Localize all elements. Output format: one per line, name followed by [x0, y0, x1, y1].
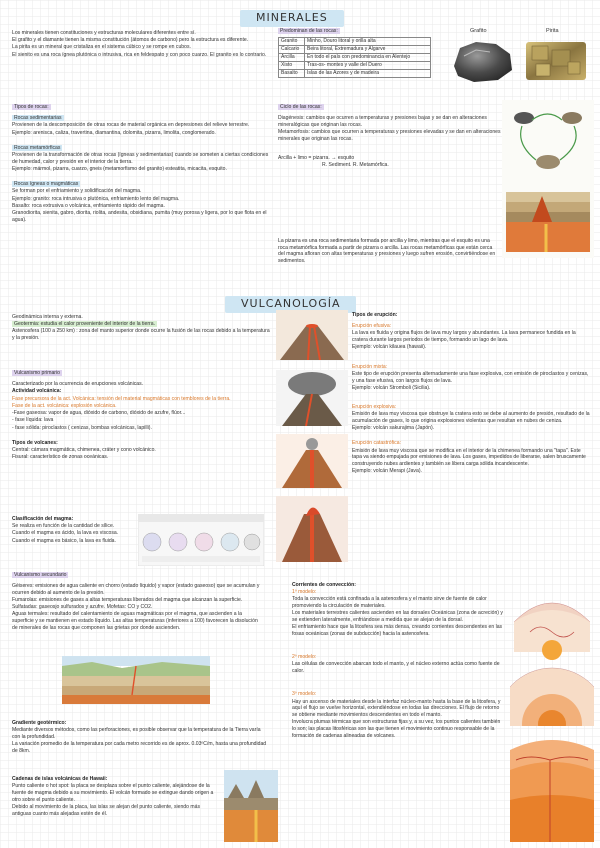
primario-heading: Vulcanismo primario [14, 370, 60, 376]
roca-line: Provienen de la transformación de otras rocas (ígneas y sedimentarias) cuando se someten a ciertas condiciones de humedad, calor y presión en el interior de la tierra. [12, 152, 269, 165]
rocas-heading: Tipos de rocas: [14, 104, 49, 110]
corrientes-section [292, 582, 504, 740]
vulcanologia-title: VULCANOLOGÍA [225, 296, 356, 313]
intro-line: Geotermia: estudia el calor proveniente del interior de la tierra. [14, 321, 156, 328]
modelo-line: Hay un ascenso de materiales desde la interfaz núcleo-manto hasta la base de la litosfera, y aquí el flujo se vuelve horizontal, extendiéndose en todas las direcciones. El flujo de retorno se obtiene mediante movimientos descendentes en todo el manto. [292, 698, 501, 719]
actividad-line: Fase precursora de la act. Volcánica: tensión del material magmáticas con temblores de la tierra. [12, 395, 231, 402]
erupcion-line: Ejemplo: volcán Merapi (Java). [352, 468, 422, 475]
hawaii-line: Debido al movimiento de la placa, las islas se alejan del punto caliente, siendo más antiguas cuanto más alejadas estén de él. [12, 803, 201, 817]
intro-line: El grafito y el diamante tienen la misma constitución (átomos de carbono) pero la estructura es diferente. [12, 37, 249, 44]
hawaii-heading: Cadenas de islas volcánicas de Hawaii: [12, 776, 108, 782]
clasificacion-line: Se realiza en función de la cantidad de sílice. [12, 523, 115, 530]
roca-name: Rocas sedimentarias [14, 115, 62, 122]
roca-name: Rocas metamórficas [14, 144, 61, 151]
predominan-section [278, 28, 431, 78]
volcano-explosive-image [276, 434, 348, 488]
convection-model-1-diagram [510, 592, 594, 662]
roca-line: Provienen de la descomposición de otras rocas de material orgánica en depresiones del relieve terrestre. [12, 122, 250, 129]
gradiente-section [12, 720, 270, 755]
volcano-mixed-image [276, 370, 348, 426]
roca-line: Granodiorita, sienita, gabro, diorita, riolita, andesita, obsidiana, pumita (muy porosa y ligera, por lo que flota en el agua). [12, 210, 267, 223]
table-row: Granito Minho, Douro litoral y orilla alta [279, 37, 431, 45]
erupcion-name: Erupción catastrófica: [352, 440, 401, 447]
roca-line: Ejemplo: mármol, pizarra, cuarzo, gneis (metamorfismo del granito) esteatita, micacita, esquito. [12, 166, 227, 173]
geothermal-diagram [62, 656, 210, 704]
clasificacion-section [12, 516, 134, 545]
clasificacion-line: Cuando el magma es básico, la lava es fluida. [12, 537, 116, 544]
erupcion-line: Ejemplo: volcán Stromboli (Sicilia). [352, 384, 431, 391]
primario-section [12, 370, 268, 461]
table-row: Calcario Beira litoral, Extremadura y Algarve [279, 45, 431, 53]
erupcion-line: Ejemplo: volcán sakurajima (Japón). [352, 425, 435, 432]
erupcion-line: Emisión de lava muy viscosa que obstruye la cratera esto se debe al aumento de presión, resultado de la acumulación de gases, lo que origina explosiones violentas que resultan en nubes de ceniza. [352, 411, 590, 424]
pizarra-text: La pizarra es una roca sedimentaria formada por arcilla y limo, mientras que el esquito es una roca metamórfica formada a partir de pizarra o arcilla. Las rocas metamórficas que están cerca del magma afloran con altas temperaturas y presiones y luego sufren erosión, convirtiéndose en sedimentos. [278, 238, 496, 265]
table-row: Arcilla En todo el país con predominancia en Alentejo [279, 53, 431, 61]
actividad-line: -Fase gaseosa: vapor de agua, dióxido de carbono, dióxido de azufre, flúor... [12, 410, 186, 417]
grafito-label: Grafito [470, 28, 487, 34]
actividad-line: - fase líquida: lava [12, 417, 54, 424]
formula-line: Arcilla + limo = pizarra. → esquito [278, 155, 355, 162]
grafito-image [446, 36, 516, 84]
volcano-effusive-image [276, 310, 348, 360]
clasificacion-heading: Clasificación del magma: [12, 516, 74, 522]
roca-line: Se forman por el enfriamiento y solidificación del magma. [12, 188, 142, 195]
table-row: Xisto Tras-os- montes y valle del Duero [279, 61, 431, 69]
table-row: Basalto Islas de las Azores y de madeira [279, 69, 431, 77]
modelo-line: El enfriamiento hace que la litosfera sea más densa, creando corrientes descendentes en las fosas oceánicas (zonas de subducción) hacia la astenosfera. [292, 624, 503, 638]
erupcion-name: Erupción mixta: [352, 363, 388, 370]
erupcion-line: Este tipo de erupción presenta alternadamente una fase explosiva, con emisión de piroclastos y cenizas, y una fase efusiva, con largos flujos de lava. [352, 370, 589, 384]
vulcanologia-intro [12, 314, 270, 342]
predominan-heading: Predominan de las rocas: [280, 28, 338, 34]
pirita-label: Pirita [546, 28, 559, 34]
erupcion-heading: Tipos de erupción: [352, 312, 398, 318]
primario-line: Caracterizado por la ocurrencia de erupciones volcánicas. [12, 381, 144, 388]
modelo-line: Toda la convección está confinada a la astenosfera y el manto sirve de fuente de calor promoviendo la circulación de materiales. [292, 596, 487, 610]
ciclo-line: Diagénesis: cambios que ocurren a temperaturas y presiones bajas y se dan en alteraciones mineralógicas que originan las rocas. [278, 115, 487, 128]
pirita-image [522, 36, 590, 84]
predominan-table [278, 37, 431, 78]
actividad-line: Fase de la act. volcánica: explosión volcánica. [12, 402, 117, 409]
convection-model-3-diagram [510, 730, 594, 842]
minerales-intro [12, 30, 274, 59]
modelo-name: 3º modelo: [292, 691, 317, 698]
modelo-line: Los materiales terrestres calientes ascienden en las dorsales Oceánicas (zona de acreción) y se extienden lateralmente, enfriándose a medida que se alejan de la dorsal. [292, 610, 503, 624]
minerales-title: MINERALES [240, 10, 344, 27]
secundario-line: Aguas termales: resultado del calentamiento de aguas magmáticas por el magma, que ascienden a la superficie y se mantienen en estado líquido. Las altas temperaturas (inferiores a 100) favorecen la disolución de minerales de las rocas que componen las grietas por donde ascienden. [12, 611, 258, 631]
secundario-heading: Vulcanismo secundario [14, 572, 67, 578]
roca-line: Ejemplo: granito: roca intrusiva o plutónica, enfriamiento lento del magma. [12, 195, 180, 202]
hawaii-section [12, 776, 218, 818]
erupcion-line: Emisión de lava muy viscosa que se modifica en el interior de la chimenea formando una "tapa". Este tapa va siendo empujada por emisiones de lava. Los gases, impedidos de liberarse, salen bruscamente construyendo nubes ardientes y también se libera carga sólida incandescente. [352, 447, 586, 467]
rock-cycle-diagram [502, 100, 594, 258]
roca-line: Ejemplo: arenisca, caliza, travertina, diamantina, dolomita, pizarra, limolita, conglomerado. [12, 129, 216, 136]
tipos-line: Central: cámara magmática, chimenea, cráter y cono volcánico. [12, 446, 156, 453]
intro-line: Los minerales tienen constituciones y estructuras moleculares diferentes entre sí. [12, 30, 196, 36]
hawaii-line: Punto caliente o hot spot: la placa se desplaza sobre el punto caliente, alejándose de la fuente de magma debido a su movimiento. El volcán formado se extingue dando origen a otro sobre el punto caliente. [12, 783, 214, 803]
formula-line: R. Sediment. R. Metamórfica. [322, 162, 389, 169]
magma-classification-diagram [138, 514, 264, 566]
intro-line: El sienito es una roca ígnea plutónica o intrusiva, rica en feldespato y con poco cuarzo. El granito es lo contrario. [12, 51, 267, 58]
modelo-line: Las células de convección abarcan todo el manto, y el núcleo externo actúa como fuente de calor. [292, 661, 500, 675]
hawaii-hotspot-diagram [224, 770, 278, 842]
secundario-section [12, 572, 264, 632]
intro-line: Geodinámica interna y externa. [12, 314, 83, 320]
modelo-name: 1º modelo: [292, 589, 317, 596]
tipos-line: Fisural: característico de zonas oceánicas. [12, 454, 109, 461]
modelo-name: 2º modelo: [292, 654, 317, 661]
gradiente-heading: Gradiente geotérmico: [12, 720, 67, 726]
gradiente-line: Mediante diversos métodos, como las perforaciones, es posible observar que la temperatura de la Tierra varía con la profundidad. [12, 727, 261, 740]
ciclo-section [278, 104, 503, 170]
erupcion-line: Ejemplo: volcán kilauea (hawaii). [352, 344, 427, 351]
modelo-line: Involucra plumas térmicas que son estructuras fijas y, a su vez, los puntos calientes también lo son; las placas litosféricas son las que tienen el movimiento continuo responsable de la formación de cadenas alineadas de volcanes. [292, 719, 501, 739]
erupcion-line: La lava es fluida y origina flujos de lava muy largos y abundantes. La lava permanece fundida en la cratera durante largos periodos de tiempo, formando un lago de lava. [352, 330, 576, 344]
erupcion-section [352, 312, 590, 475]
ciclo-line: Metamorfosis: cambios que ocurren a temperaturas y presiones elevadas y se dan en alteraciones minerales que originan las rocas. [278, 129, 501, 142]
roca-line: Basalto: roca extrusiva o volcánica, enfriamiento rápido del magma. [12, 202, 165, 209]
volcano-catastrophic-image [276, 496, 348, 562]
ciclo-heading: Ciclo de las rocas: [280, 104, 322, 110]
rocas-section [12, 104, 274, 224]
tipos-heading: Tipos de volcanes: [12, 439, 58, 446]
secundario-line: Géiseres: emisiones de agua caliente en chorro (estado líquido) y vapor (estado gaseoso) que se acumulan y ocurren debido al aumento de la presión. [12, 583, 260, 596]
actividad-heading: Actividad volcánica: [12, 388, 62, 395]
corrientes-heading: Corrientes de convección: [292, 582, 356, 588]
intro-line: La pirita es un mineral que cristaliza en el sistema cúbico y se rompe en cubos. [12, 44, 191, 51]
erupcion-name: Erupción efusiva: [352, 323, 392, 330]
intro-line: Astenosfera (100 a 250 km) : zona del manto superior donde ocurre la fusión de las rocas debido a la temperatura y la presión. [12, 328, 270, 342]
actividad-line: - fase sólida: piroclastos ( cenizas, bombas volcánicas, lapilli). [12, 424, 152, 431]
erupcion-name: Erupción explosiva: [352, 403, 397, 410]
roca-name: Rocas ígneas o magmáticas [14, 181, 79, 188]
clasificacion-line: Cuando el magma es ácido, la lava es viscosa. [12, 530, 119, 537]
gradiente-line: La variación promedio de la temperatura por cada metro recorrido es de aprox. 0.03ºC/m, hasta una profundidad de 8km. [12, 741, 267, 754]
secundario-line: Fumarolas: emisiones de gases a altas temperaturas liberados del magma que alcanzan la superficie. Sulfatadas: gaseosjo sulfurados y azufre. Mofetas: CO y CO2. [12, 597, 243, 610]
convection-model-2-diagram [510, 664, 594, 726]
